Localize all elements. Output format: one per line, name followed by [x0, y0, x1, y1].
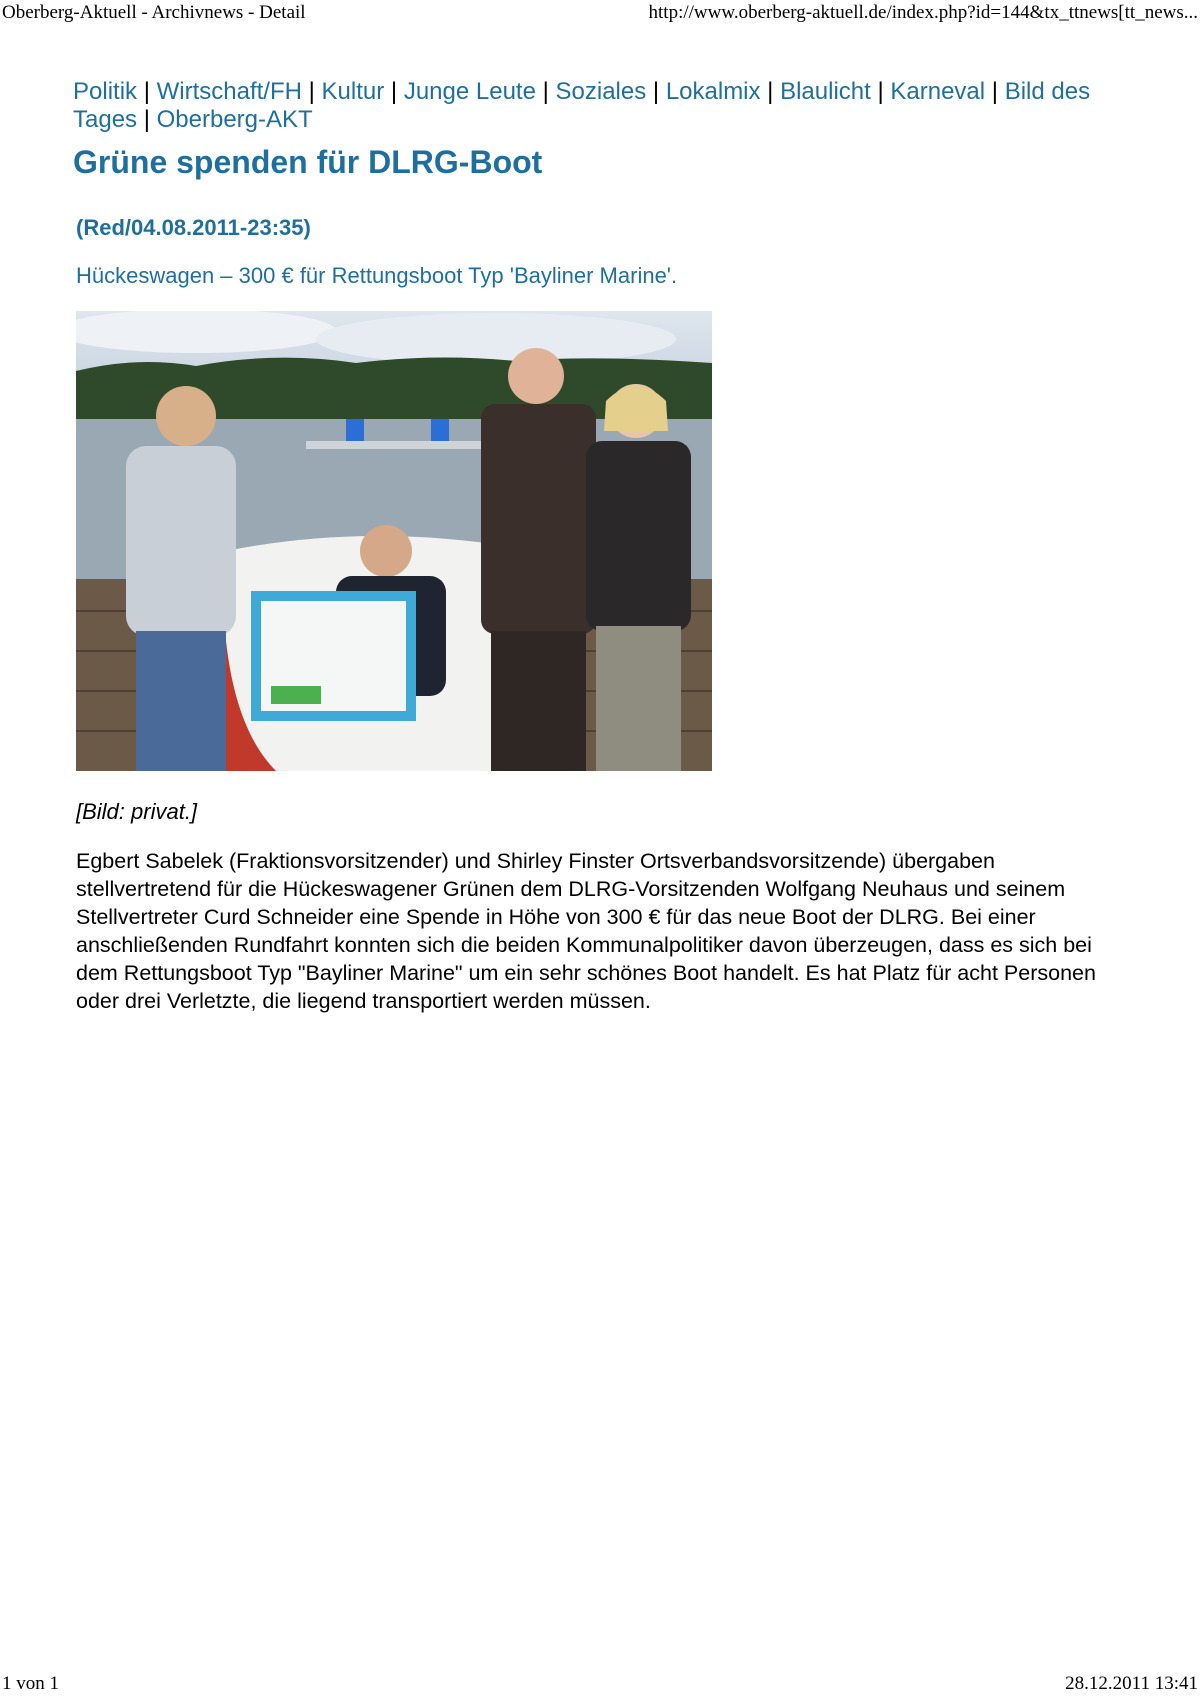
nav-separator: | [535, 78, 556, 105]
print-header [0, 2, 1200, 24]
nav-link-blaulicht[interactable]: Blaulicht [780, 78, 871, 105]
nav-separator: | [985, 78, 1005, 105]
nav-separator: | [384, 78, 404, 105]
nav-separator: | [137, 78, 157, 105]
article-content [73, 78, 1113, 1015]
print-header-url: http://www.oberberg-aktuell.de/index.php?id=144&tx_ttnews[tt_news... [648, 2, 1198, 23]
nav-link-oberberg-akt[interactable]: Oberberg-AKT [156, 106, 313, 133]
nav-separator: | [301, 78, 322, 105]
nav-link-bild-des-tages[interactable]: Bild des Tages [73, 78, 1091, 133]
nav-separator: | [760, 78, 781, 105]
nav-separator: | [870, 78, 891, 105]
photo-illustration [76, 311, 712, 771]
nav-link-lokalmix[interactable]: Lokalmix [665, 78, 761, 105]
print-header-title: Oberberg-Aktuell - Archivnews - Detail [2, 2, 306, 23]
nav-link-politik[interactable]: Politik [73, 78, 138, 105]
nav-separator: | [137, 106, 157, 133]
nav-link-soziales[interactable]: Soziales [555, 78, 647, 105]
category-nav [73, 78, 1113, 134]
nav-separator: | [646, 78, 666, 105]
print-footer [0, 1673, 1200, 1695]
print-footer-page: 1 von 1 [2, 1673, 59, 1694]
nav-link-kultur[interactable]: Kultur [321, 78, 385, 105]
nav-link-karneval[interactable]: Karneval [890, 78, 986, 105]
print-footer-timestamp: 28.12.2011 13:41 [1065, 1673, 1198, 1694]
article-photo [76, 311, 712, 771]
nav-link-wirtschaft[interactable]: Wirtschaft/FH [156, 78, 302, 105]
article-body: Egbert Sabelek (Fraktionsvorsitzender) und Shirley Finster Ortsverbandsvorsitzende) übergaben stellvertretend für die Hückeswagener Grünen dem DLRG-Vorsitzenden Wolfgang Neuhaus und seinem Stellvertreter Curd Schneider eine Spende in Höhe von 300 € für das neue Boot der DLRG. Bei einer anschließenden Rundfahrt konnten sich die beiden Kommunalpolitiker davon überzeugen, dass es sich bei dem Rettungsboot Typ "Bayliner Marine" um ein sehr schönes Boot handelt. Es hat Platz für acht Personen oder drei Verletzte, die liegend transportiert werden müssen. [76, 849, 1096, 1013]
article-teaser: Hückeswagen – 300 € für Rettungsboot Typ 'Bayliner Marine'. [76, 263, 678, 288]
article-dateline: (Red/04.08.2011-23:35) [76, 215, 311, 240]
nav-link-junge-leute[interactable]: Junge Leute [403, 78, 536, 105]
image-caption: [Bild: privat.] [76, 799, 198, 824]
article-title: Grüne spenden für DLRG-Boot [73, 144, 543, 180]
